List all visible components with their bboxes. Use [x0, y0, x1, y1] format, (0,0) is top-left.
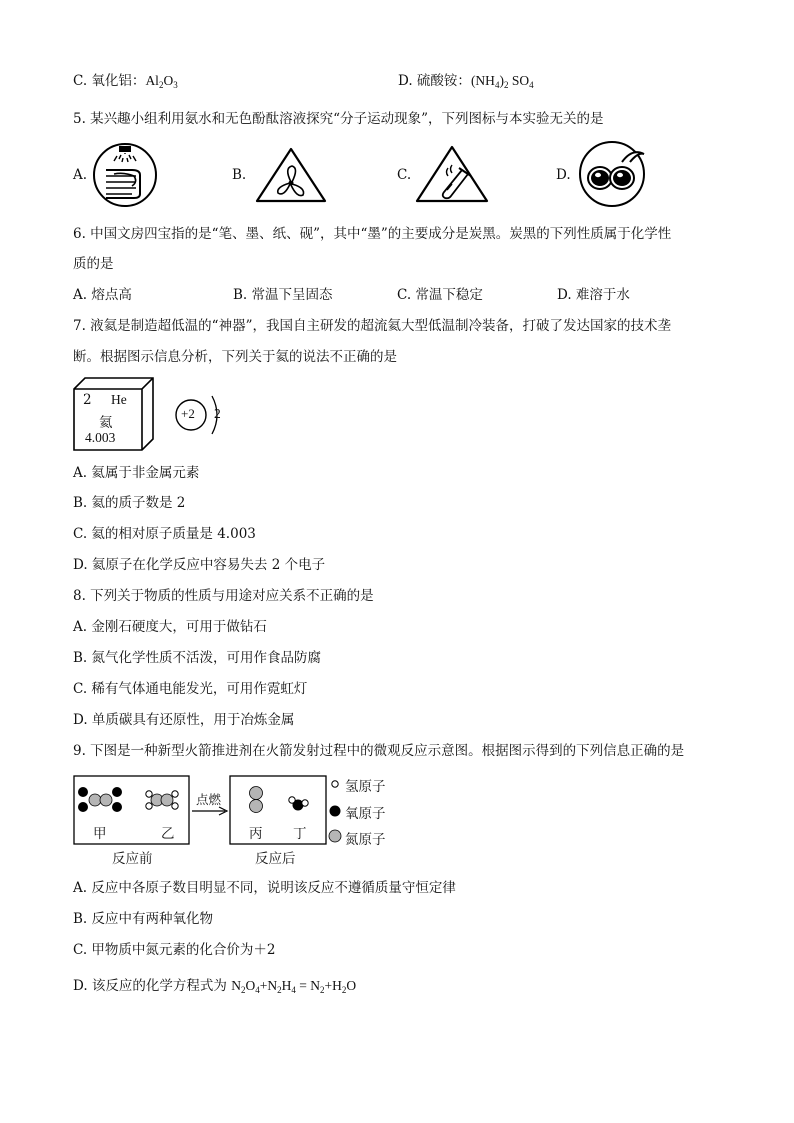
element-card-helium [73, 377, 155, 451]
q5-option-a-label: A. [73, 167, 88, 183]
element-number: 2 [83, 392, 92, 408]
shell-electrons: 2 [214, 406, 221, 421]
caption-before: 反应前 [112, 851, 153, 867]
reaction-equation: $N_2O_4+N_2H_4 = N_2+H_2O$ [231, 978, 357, 995]
q9-stem: 9. 下图是一种新型火箭推进剂在火箭发射过程中的微观反应示意图。根据图示得到的下列信息正确的是 [73, 743, 685, 759]
fan-ventilation-icon [254, 146, 328, 204]
q8-option-b: B. 氮气化学性质不活泼，可用作食品防腐 [73, 650, 322, 666]
label-bing: 丙 [249, 826, 263, 842]
q5-option-d-label: D. [556, 167, 571, 183]
q7-option-c: C. 氦的相对原子质量是 4.003 [73, 526, 256, 542]
q8-stem: 8. 下列关于物质的性质与用途对应关系不正确的是 [73, 588, 374, 604]
q9-option-d: D. 该反应的化学方程式为 $N_2O_4+N_2H_4 = N_2+H_2O$ [73, 978, 357, 995]
label-ding: 丁 [293, 826, 307, 842]
alumina-formula: $Al_2O_3$ [145, 73, 178, 90]
element-mass: 4.003 [85, 430, 116, 445]
q5-stem: 5. 某兴趣小组利用氨水和无色酚酞溶液探究“分子运动现象”，下列图标与本实验无关的是 [73, 111, 604, 127]
legend-nitrogen: 氮原子 [345, 832, 386, 848]
label-jia: 甲 [93, 826, 107, 842]
nucleus-charge: +2 [181, 406, 195, 421]
after-box [230, 776, 326, 844]
q8-option-c: C. 稀有气体通电能发光，可用作霓虹灯 [73, 681, 308, 697]
q8-option-a: A. 金刚石硬度大，可用于做钻石 [73, 619, 267, 635]
q7-stem-line2: 断。根据图示信息分析，下列关于氦的说法不正确的是 [73, 349, 397, 365]
q9-option-b: B. 反应中有两种氧化物 [73, 911, 214, 927]
q6-stem-line2: 质的是 [73, 256, 114, 272]
legend-oxygen: 氧原子 [345, 806, 386, 822]
q9-option-c: C. 甲物质中氮元素的化合价为＋2 [73, 942, 276, 958]
q7-stem-line1: 7. 液氦是制造超低温的“神器”，我国自主研发的超流氦大型低温制冷装备，打破了发达国家的技术垄 [73, 318, 671, 334]
q6-option-b: B. 常温下呈固态 [233, 287, 333, 303]
q7-option-b: B. 氦的质子数是 2 [73, 495, 186, 511]
q7-option-a: A. 氦属于非金属元素 [73, 465, 200, 481]
ammonium-sulfate-formula: $(NH_4)_2$ $SO_4$ [470, 73, 534, 90]
hot-test-tube-icon [414, 144, 490, 204]
label-yi: 乙 [161, 826, 175, 842]
caption-after: 反应后 [255, 851, 296, 867]
helium-atom-structure [174, 394, 228, 436]
arrow-label: 点燃 [196, 792, 222, 807]
q6-option-d: D. 难溶于水 [557, 287, 630, 303]
element-symbol: He [111, 392, 127, 407]
goggles-icon [578, 140, 646, 208]
q7-option-d: D. 氦原子在化学反应中容易失去 2 个电子 [73, 557, 326, 573]
q9-option-a: A. 反应中各原子数目明显不同，说明该反应不遵循质量守恒定律 [73, 880, 456, 896]
q6-stem-line1: 6. 中国文房四宝指的是“笔、墨、纸、砚”，其中“墨”的主要成分是炭黑。炭黑的下列性质属于化学性 [73, 226, 672, 242]
reaction-diagram [73, 774, 403, 866]
hand-wash-icon [92, 142, 158, 208]
legend-hydrogen: 氢原子 [345, 779, 386, 795]
element-name: 氦 [99, 415, 113, 431]
q8-option-d: D. 单质碳具有还原性，用于冶炼金属 [73, 712, 295, 728]
q6-option-c: C. 常温下稳定 [397, 287, 483, 303]
q4-option-d: D. 硫酸铵：$(NH_4)_2$ $SO_4$ [398, 73, 534, 90]
legend-markers [329, 781, 341, 842]
q6-option-a: A. 熔点高 [73, 287, 132, 303]
q5-option-c-label: C. [397, 167, 412, 183]
q5-option-b-label: B. [232, 167, 247, 183]
q4-option-c: C. 氧化铝：$Al_2O_3$ [73, 73, 178, 90]
